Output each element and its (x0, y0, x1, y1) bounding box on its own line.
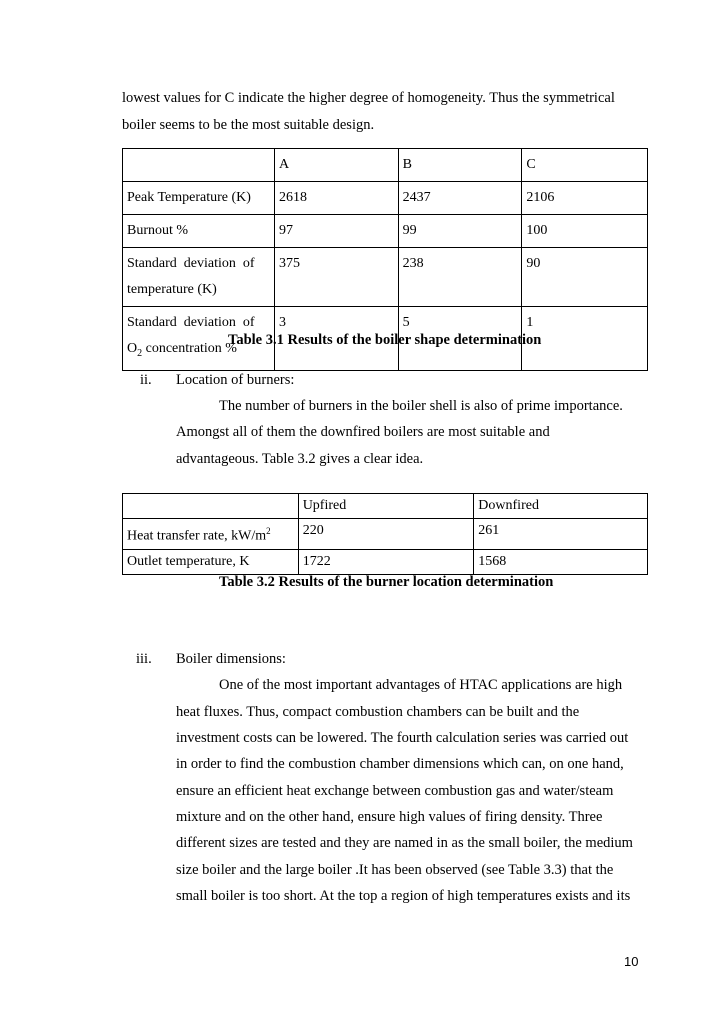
page-number: 10 (624, 954, 639, 969)
row-label (123, 248, 275, 307)
table-cell: 5 (398, 307, 522, 371)
header-cell: A (274, 149, 398, 182)
burner-location-table (122, 493, 648, 575)
unit-superscript: 2 (266, 526, 271, 536)
row-label-line: temperature (K) (127, 282, 217, 297)
row-label (123, 519, 299, 550)
table-row (123, 182, 648, 215)
table-cell: 2106 (522, 182, 648, 215)
paragraph-line: The number of burners in the boiler shell is also of prime importance. (219, 398, 623, 414)
table-cell: 100 (522, 215, 648, 248)
header-cell (123, 494, 299, 519)
table-header-row (123, 494, 648, 519)
table-cell: 1 (522, 307, 648, 371)
table-cell: 1568 (474, 549, 648, 574)
table-cell: 3 (274, 307, 398, 371)
table-caption: Table 3.2 Results of the burner location determination (219, 574, 554, 590)
paragraph-line: small boiler is too short. At the top a region of high temperatures exists and its (176, 888, 631, 904)
row-label-line: Standard deviation of (127, 315, 255, 330)
header-cell: Downfired (474, 494, 648, 519)
table-caption: Table 3.1 Results of the boiler shape determination (228, 332, 542, 348)
table-row (123, 248, 648, 307)
table-cell: 90 (522, 248, 648, 307)
row-label-line: Standard deviation of (127, 256, 255, 271)
paragraph-line: One of the most important advantages of HTAC applications are high (219, 677, 623, 693)
row-label: Burnout % (123, 215, 275, 248)
table-cell: 2618 (274, 182, 398, 215)
row-label-text: Heat transfer rate, kW/m (127, 528, 267, 544)
list-number: iii. (136, 651, 152, 667)
list-number: ii. (140, 372, 152, 388)
header-cell: B (398, 149, 522, 182)
intro-line-1: lowest values for C indicate the higher degree of homogeneity. Thus the symmetrical (122, 90, 615, 106)
table-cell: 375 (274, 248, 398, 307)
o2-symbol: O (127, 341, 138, 356)
table-cell: 2437 (398, 182, 522, 215)
paragraph-line: in order to find the combustion chamber dimensions which can, on one hand, (176, 756, 624, 772)
paragraph-line: heat fluxes. Thus, compact combustion chambers can be built and the (176, 704, 580, 720)
o2-subscript: 2 (137, 347, 143, 359)
paragraph-line: Amongst all of them the downfired boilers are most suitable and (176, 424, 550, 440)
section-heading: Location of burners: (176, 372, 295, 388)
table-row (123, 519, 648, 550)
header-cell: Upfired (298, 494, 474, 519)
paragraph-line: size boiler and the large boiler .It has been observed (see Table 3.3) that the (176, 862, 614, 878)
table-cell: 97 (274, 215, 398, 248)
intro-line-2: boiler seems to be the most suitable design. (122, 117, 375, 133)
row-label: Outlet temperature, K (123, 549, 299, 574)
table-cell: 238 (398, 248, 522, 307)
row-label: Peak Temperature (K) (123, 182, 275, 215)
section-heading: Boiler dimensions: (176, 651, 286, 667)
header-cell: C (522, 149, 648, 182)
table-header-row (123, 149, 648, 182)
table-cell: 99 (398, 215, 522, 248)
o2-suffix: concentration % (142, 341, 237, 356)
table-cell: 220 (298, 519, 474, 550)
table-cell: 261 (474, 519, 648, 550)
paragraph-line: mixture and on the other hand, ensure high values of firing density. Three (176, 809, 603, 825)
paragraph-line: advantageous. Table 3.2 gives a clear idea. (176, 451, 424, 467)
header-cell (123, 149, 275, 182)
paragraph-line: ensure an efficient heat exchange between combustion gas and water/steam (176, 783, 614, 799)
paragraph-line: investment costs can be lowered. The fourth calculation series was carried out (176, 730, 629, 746)
table-row (123, 549, 648, 574)
paragraph-line: different sizes are tested and they are named in as the small boiler, the medium (176, 835, 633, 851)
table-cell: 1722 (298, 549, 474, 574)
table-row (123, 215, 648, 248)
